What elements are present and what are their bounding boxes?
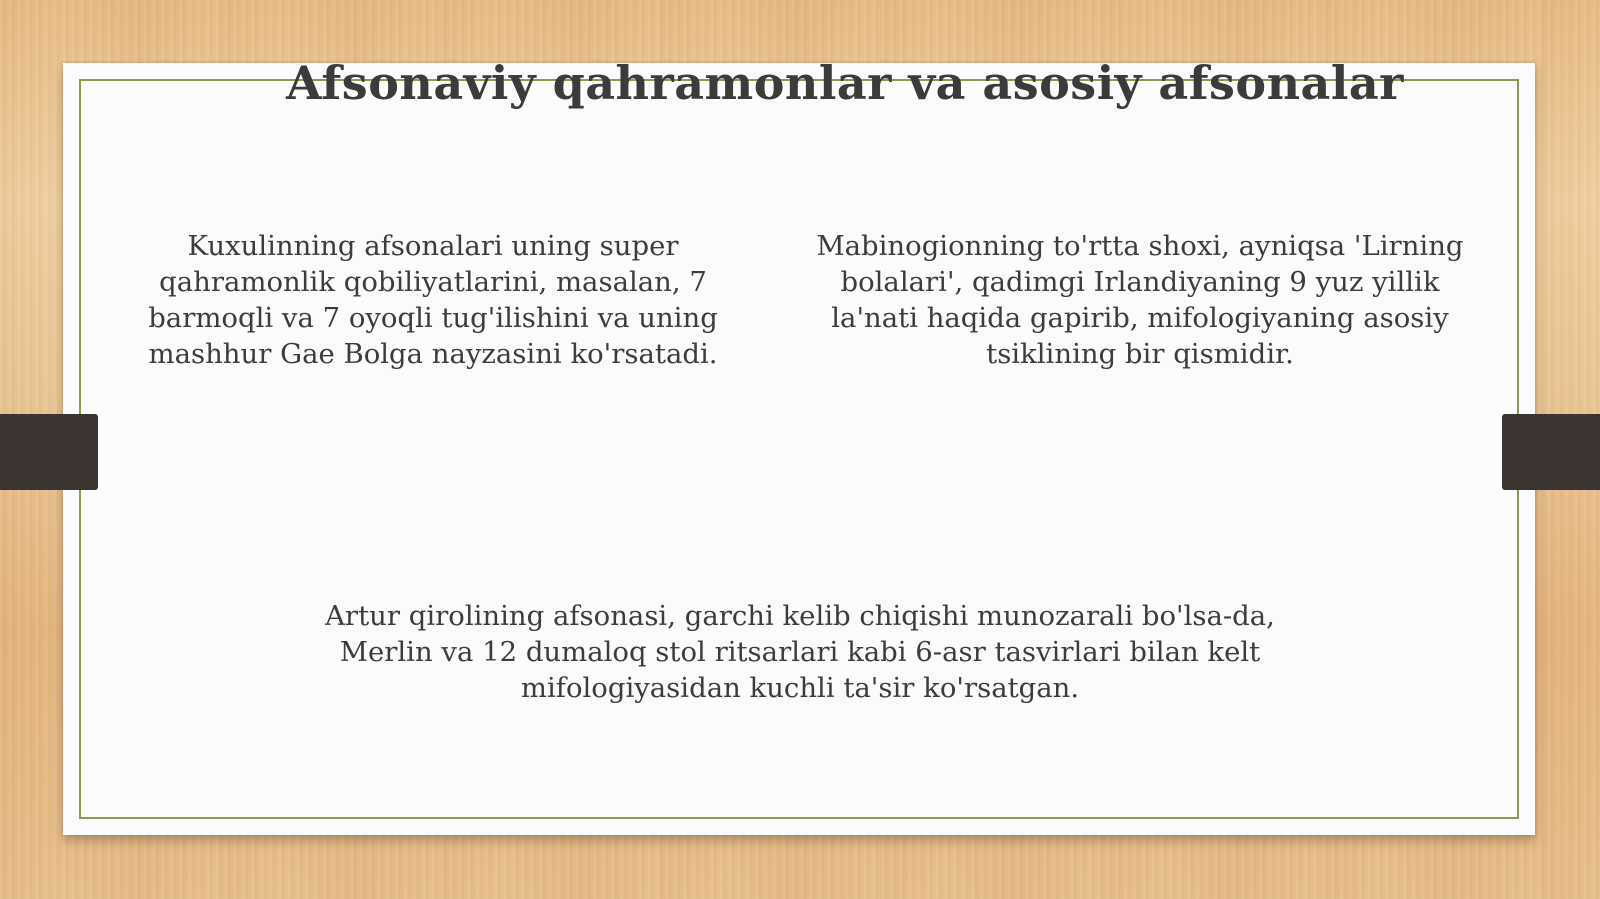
slide-card <box>63 63 1535 835</box>
slide-frame-border <box>79 79 1519 819</box>
paragraph-arthur: Artur qirolining afsonasi, garchi kelib chiqishi munozarali bo'lsa-da, Merlin va 12 dumaloq stol ritsarlari kabi 6-asr tasvirlari bilan kelt mifologiyasidan kuchli ta'sir ko'rsatgan. <box>325 600 1275 704</box>
paragraph-cuchulainn: Kuxulinning afsonalari uning super qahramonlik qobiliyatlarini, masalan, 7 barmoqli va 7 oyoqli tug'ilishini va uning mashhur Gae Bolga nayzasini ko'rsatadi. <box>148 230 718 370</box>
right-side-tab <box>1502 414 1600 490</box>
left-side-tab <box>0 414 98 490</box>
slide-title: Afsonaviy qahramonlar va asosiy afsonalar <box>286 56 1404 110</box>
paragraph-mabinogion: Mabinogionning to'rtta shoxi, ayniqsa 'Lirning bolalari', qadimgi Irlandiyaning 9 yuz yillik la'nati haqida gapirib, mifologiyaning asosiy tsiklining bir qismidir. <box>816 230 1464 370</box>
